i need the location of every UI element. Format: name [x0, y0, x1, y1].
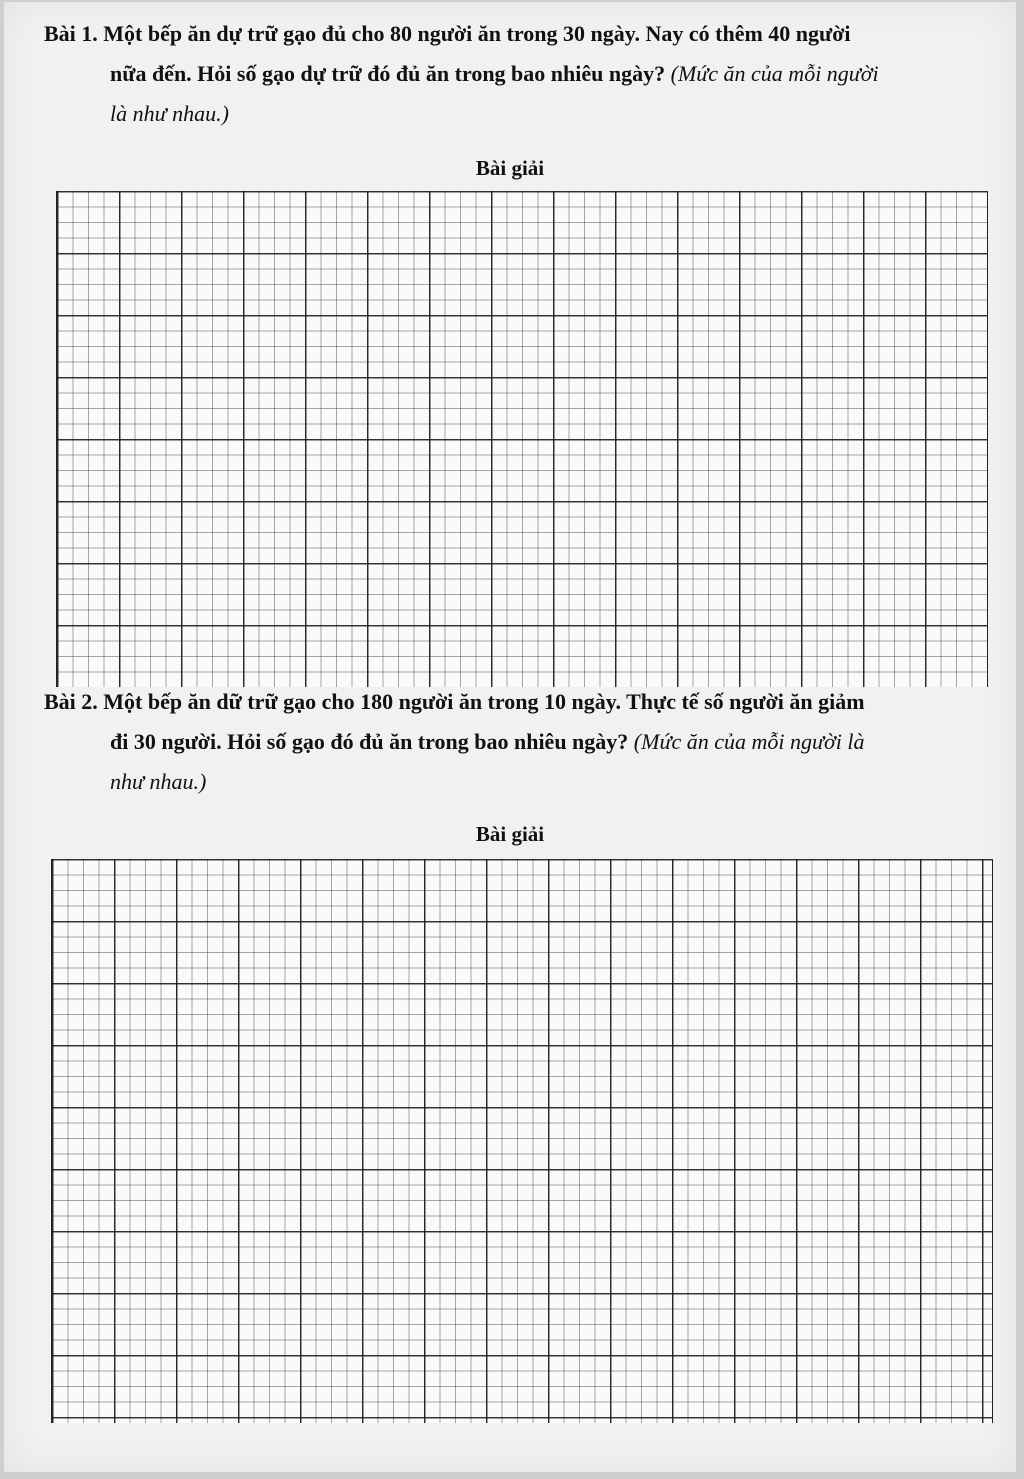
problem-1	[44, 14, 994, 134]
problem-1-answer-grid[interactable]	[56, 191, 988, 687]
problem-2-line-2	[44, 722, 994, 762]
problem-2-solution-heading: Bài giải	[475, 822, 545, 846]
problem-2-note-end: như nhau.)	[110, 769, 207, 794]
problem-2-text-2: đi 30 người. Hỏi số gạo đó đủ ăn trong bao nhiêu ngày?	[110, 729, 629, 754]
problem-1-line-2	[44, 54, 994, 94]
problem-1-note-end: là như nhau.)	[110, 101, 229, 126]
problem-2-number: Bài 2.	[44, 689, 98, 714]
problem-2-text-1: Một bếp ăn dữ trữ gạo cho 180 người ăn trong 10 ngày. Thực tế số người ăn giảm	[97, 689, 865, 714]
problem-2-answer-grid[interactable]	[51, 859, 993, 1423]
problem-1-text-1: Một bếp ăn dự trữ gạo đủ cho 80 người ăn trong 30 ngày. Nay có thêm 40 người	[97, 21, 851, 46]
problem-1-line-3	[44, 94, 994, 134]
problem-2-line-1	[44, 682, 994, 722]
problem-1-line-1	[44, 14, 994, 54]
problem-1-solution-heading: Bài giải	[475, 156, 545, 180]
problem-1-number: Bài 1.	[44, 21, 98, 46]
problem-1-text-2: nữa đến. Hỏi số gạo dự trữ đó đủ ăn trong bao nhiêu ngày?	[110, 61, 666, 86]
problem-2-line-3	[44, 762, 994, 802]
problem-1-note-start: (Mức ăn của mỗi người	[665, 61, 879, 86]
problem-2-note-start: (Mức ăn của mỗi người là	[628, 729, 865, 754]
worksheet-page	[4, 2, 1016, 1472]
problem-2	[44, 682, 994, 802]
